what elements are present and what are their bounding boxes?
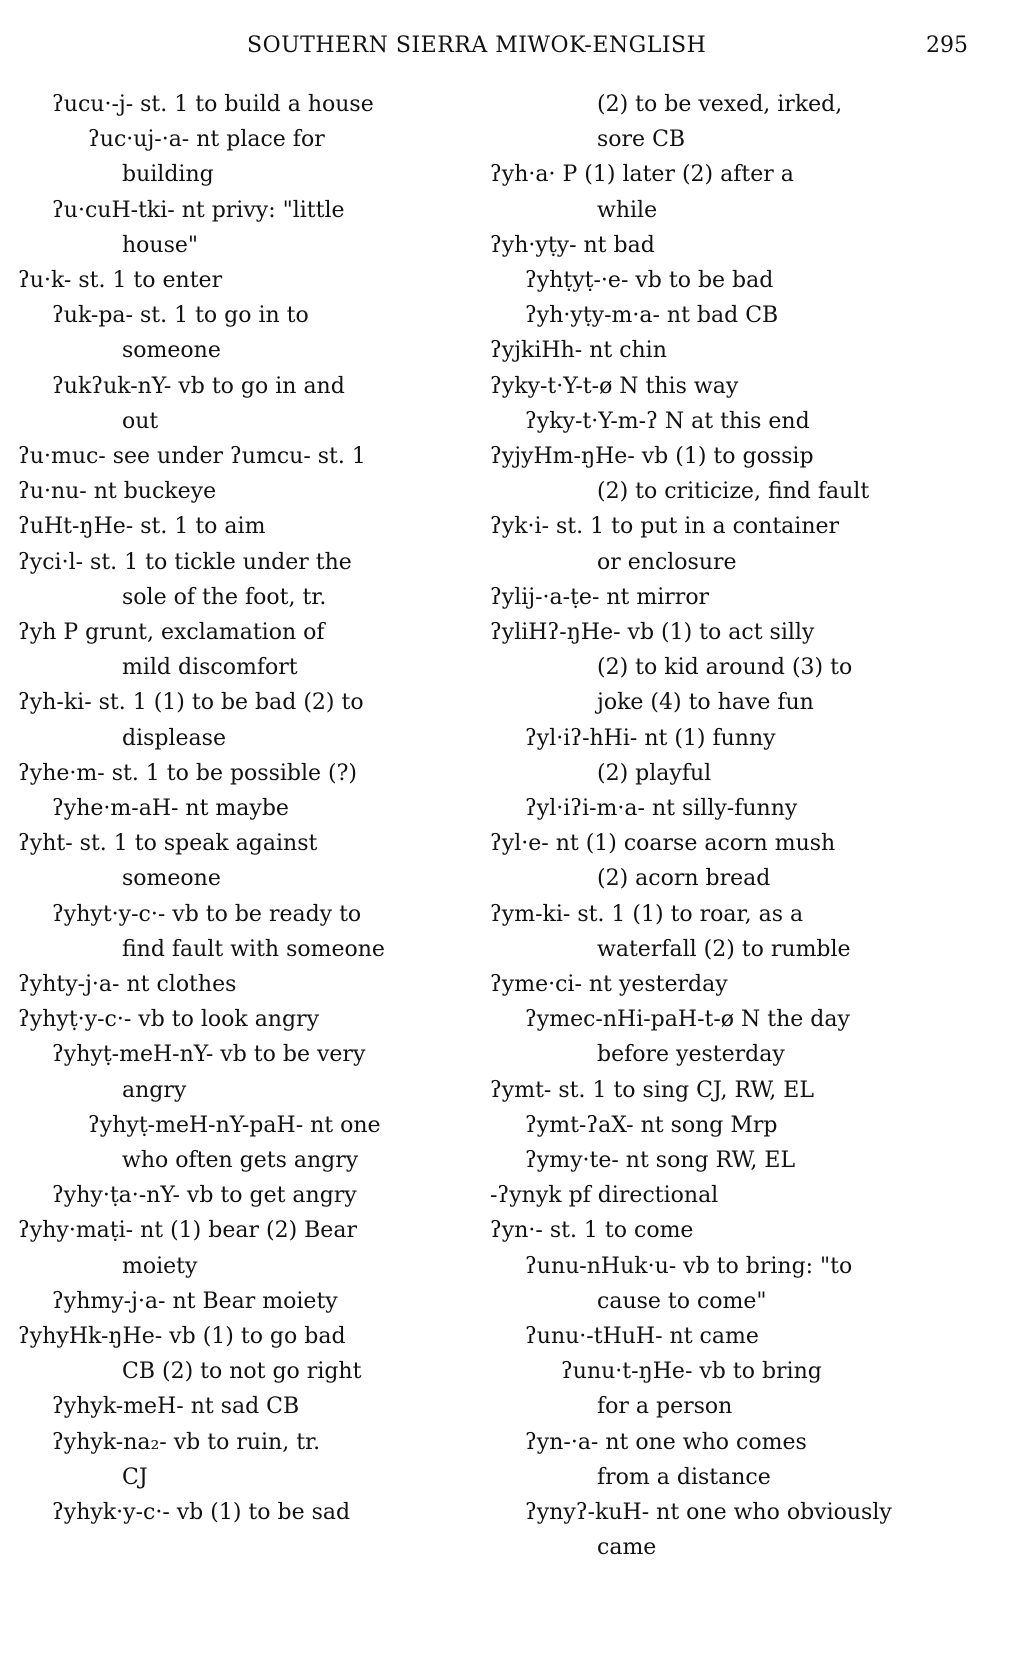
dictionary-line: ʔymy·te- nt song RW, EL xyxy=(525,1148,796,1173)
dictionary-line: ʔu·cuH-tki- nt privy: "little xyxy=(52,198,345,223)
dictionary-line: displease xyxy=(122,726,226,751)
dictionary-line: came xyxy=(597,1535,657,1560)
dictionary-line: CJ xyxy=(122,1465,148,1490)
dictionary-line: ʔu·muc- see under ʔumcu- st. 1 xyxy=(18,444,366,469)
dictionary-line: ʔyhyk-meH- nt sad CB xyxy=(52,1394,300,1419)
dictionary-line: (2) to criticize, find fault xyxy=(597,479,870,504)
dictionary-line: ʔyhy·ṭa·-nY- vb to get angry xyxy=(52,1183,357,1208)
page-header xyxy=(0,33,1015,63)
dictionary-line: ʔyl·e- nt (1) coarse acorn mush xyxy=(490,831,836,856)
dictionary-line: ʔymt-ʔaX- nt song Mrp xyxy=(525,1113,778,1138)
dictionary-line: ʔyhyṭ-meH-nY- vb to be very xyxy=(52,1042,366,1067)
dictionary-line: moiety xyxy=(122,1254,198,1279)
dictionary-line: ʔyhmy-j·a- nt Bear moiety xyxy=(52,1289,338,1314)
dictionary-line: ʔyhyṭ·y-c·- vb to look angry xyxy=(18,1007,320,1032)
dictionary-line: ʔyhṭyṭ-·e- vb to be bad xyxy=(525,268,774,293)
dictionary-line: sore CB xyxy=(597,127,686,152)
dictionary-line: ʔyh P grunt, exclamation of xyxy=(18,620,325,645)
running-title: SOUTHERN SIERRA MIWOK-ENGLISH xyxy=(247,33,707,58)
dictionary-line: ʔym-ki- st. 1 (1) to roar, as a xyxy=(490,902,804,927)
dictionary-line: for a person xyxy=(597,1394,733,1419)
dictionary-line: ʔunu·-tHuH- nt came xyxy=(525,1324,759,1349)
dictionary-line: ʔyhyk·y-c·- vb (1) to be sad xyxy=(52,1500,351,1525)
dictionary-line: ʔyhty-j·a- nt clothes xyxy=(18,972,237,997)
dictionary-line: ʔuk-pa- st. 1 to go in to xyxy=(52,303,309,328)
dictionary-line: ʔyci·l- st. 1 to tickle under the xyxy=(18,550,352,575)
dictionary-line: ʔyht- st. 1 to speak against xyxy=(18,831,318,856)
dictionary-line: ʔyjyHm-ŋHe- vb (1) to gossip xyxy=(490,444,814,469)
dictionary-line: ʔunu·t-ŋHe- vb to bring xyxy=(561,1359,822,1384)
dictionary-line: ʔyhy·maṭi- nt (1) bear (2) Bear xyxy=(18,1218,357,1243)
page-number: 295 xyxy=(926,33,968,58)
dictionary-line: joke (4) to have fun xyxy=(597,690,814,715)
dictionary-line: ʔyhe·m- st. 1 to be possible (?) xyxy=(18,761,358,786)
dictionary-line: ʔukʔuk-nY- vb to go in and xyxy=(52,374,345,399)
dictionary-line: ʔymec-nHi-paH-t-ø N the day xyxy=(525,1007,850,1032)
dictionary-line: while xyxy=(597,198,658,223)
dictionary-line: cause to come" xyxy=(597,1289,767,1314)
dictionary-line: who often gets angry xyxy=(122,1148,359,1173)
dictionary-line: ʔynyʔ-kuH- nt one who obviously xyxy=(525,1500,892,1525)
dictionary-line: building xyxy=(122,162,214,187)
dictionary-line: ʔymt- st. 1 to sing CJ, RW, EL xyxy=(490,1078,814,1103)
dictionary-line: ʔyh·yṭy- nt bad xyxy=(490,233,655,258)
dictionary-line: (2) acorn bread xyxy=(597,866,771,891)
dictionary-line: someone xyxy=(122,338,221,363)
dictionary-line: ʔyhe·m-aH- nt maybe xyxy=(52,796,289,821)
dictionary-line: ʔucu·-j- st. 1 to build a house xyxy=(52,92,374,117)
dictionary-line: ʔuc·uj-·a- nt place for xyxy=(88,127,325,152)
dictionary-line: ʔyjkiHh- nt chin xyxy=(490,338,667,363)
dictionary-line: ʔyh·a· P (1) later (2) after a xyxy=(490,162,794,187)
dictionary-line: before yesterday xyxy=(597,1042,785,1067)
dictionary-line: mild discomfort xyxy=(122,655,298,680)
dictionary-line: ʔyhyṭ-meH-nY-paH- nt one xyxy=(88,1113,381,1138)
dictionary-line: ʔyl·iʔ-hHi- nt (1) funny xyxy=(525,726,776,751)
dictionary-line: or enclosure xyxy=(597,550,737,575)
dictionary-line: house" xyxy=(122,233,199,258)
dictionary-line: ʔyhyHk-ŋHe- vb (1) to go bad xyxy=(18,1324,346,1349)
dictionary-line: (2) to be vexed, irked, xyxy=(597,92,843,117)
dictionary-line: ʔu·nu- nt buckeye xyxy=(18,479,217,504)
dictionary-line: angry xyxy=(122,1078,187,1103)
dictionary-line: (2) to kid around (3) to xyxy=(597,655,853,680)
dictionary-line: CB (2) to not go right xyxy=(122,1359,362,1384)
dictionary-line: (2) playful xyxy=(597,761,712,786)
dictionary-line: sole of the foot, tr. xyxy=(122,585,327,610)
dictionary-line: ʔuHt-ŋHe- st. 1 to aim xyxy=(18,514,266,539)
dictionary-line: ʔyhyt·y-c·- vb to be ready to xyxy=(52,902,362,927)
dictionary-line: ʔyky-t·Y-m-ʔ N at this end xyxy=(525,409,810,434)
dictionary-line: ʔyl·iʔi-m·a- nt silly-funny xyxy=(525,796,798,821)
dictionary-line: from a distance xyxy=(597,1465,771,1490)
dictionary-line: find fault with someone xyxy=(122,937,385,962)
dictionary-line: ʔyk·i- st. 1 to put in a container xyxy=(490,514,840,539)
dictionary-line: ʔyn-·a- nt one who comes xyxy=(525,1430,807,1455)
dictionary-line: ʔyn·- st. 1 to come xyxy=(490,1218,694,1243)
dictionary-line: someone xyxy=(122,866,221,891)
dictionary-line: out xyxy=(122,409,159,434)
dictionary-line: -ʔynyk pf directional xyxy=(490,1183,719,1208)
dictionary-line: ʔyh·yṭy-m·a- nt bad CB xyxy=(525,303,779,328)
dictionary-line: ʔyky-t·Y-t-ø N this way xyxy=(490,374,739,399)
dictionary-line: ʔyliHʔ-ŋHe- vb (1) to act silly xyxy=(490,620,815,645)
dictionary-line: ʔylij-·a-ṭe- nt mirror xyxy=(490,585,710,610)
dictionary-line: ʔyh-ki- st. 1 (1) to be bad (2) to xyxy=(18,690,364,715)
dictionary-line: ʔyhyk-na₂- vb to ruin, tr. xyxy=(52,1430,321,1455)
dictionary-line: ʔu·k- st. 1 to enter xyxy=(18,268,223,293)
dictionary-line: ʔunu-nHuk·u- vb to bring: "to xyxy=(525,1254,853,1279)
dictionary-line: waterfall (2) to rumble xyxy=(597,937,851,962)
dictionary-line: ʔyme·ci- nt yesterday xyxy=(490,972,728,997)
